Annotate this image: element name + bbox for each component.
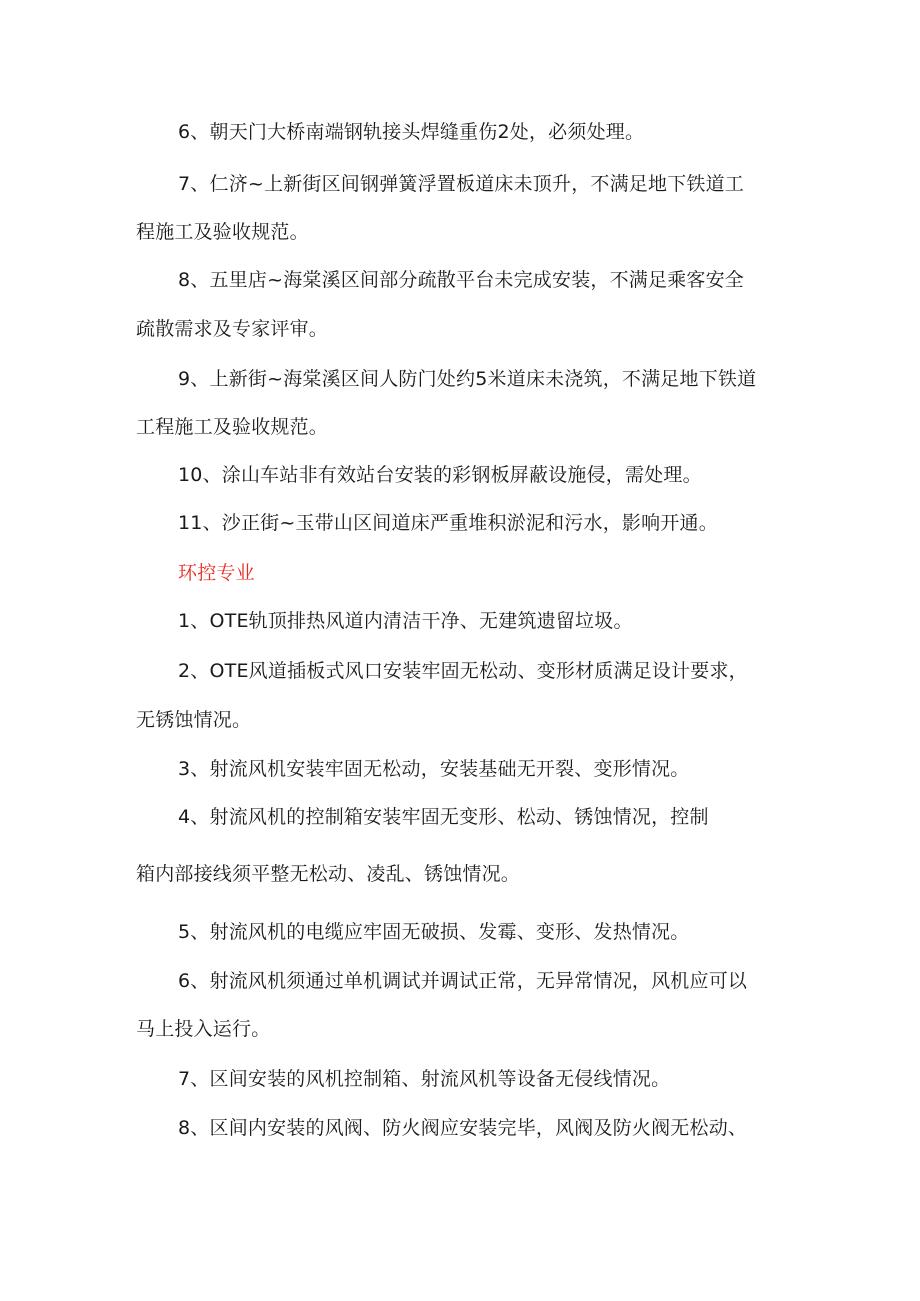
paragraph-line: 程施工及验收规范。 <box>136 221 309 243</box>
paragraph-line: 5、射流风机的电缆应牢固无破损、发霉、变形、发热情况。 <box>178 921 690 943</box>
paragraph-line: 6、射流风机须通过单机调试并调试正常，无异常情况，风机应可以 <box>178 970 748 992</box>
paragraph-line: 1、OTE轨顶排热风道内清洁干净、无建筑遗留垃圾。 <box>178 610 633 632</box>
paragraph-line: 8、区间内安装的风阀、防火阀应安装完毕，风阀及防火阀无松动、 <box>178 1117 748 1139</box>
section-heading: 环控专业 <box>178 562 255 584</box>
paragraph-line: 工程施工及验收规范。 <box>136 416 329 438</box>
paragraph-line: 6、朝天门大桥南端钢轨接头焊缝重伤2处，必须处理。 <box>178 121 645 143</box>
paragraph-line: 马上投入运行。 <box>136 1018 271 1040</box>
paragraph-line: 7、仁济~上新街区间钢弹簧浮置板道床未顶升，不满足地下铁道工 <box>178 173 745 195</box>
paragraph-line: 无锈蚀情况。 <box>136 709 252 731</box>
paragraph-line: 疏散需求及专家评审。 <box>136 318 329 340</box>
paragraph-line: 4、射流风机的控制箱安装牢固无变形、松动、锈蚀情况，控制 <box>178 806 709 828</box>
paragraph-line: 7、区间安装的风机控制箱、射流风机等设备无侵线情况。 <box>178 1068 671 1090</box>
paragraph-line: 9、上新街~海棠溪区间人防门处约5米道床未浇筑，不满足地下铁道 <box>178 368 757 390</box>
paragraph-line: 箱内部接线须平整无松动、凌乱、锈蚀情况。 <box>136 863 521 885</box>
paragraph-line: 10、涂山车站非有效站台安装的彩钢板屏蔽设施侵，需处理。 <box>178 464 702 486</box>
paragraph-line: 11、沙正街~玉带山区间道床严重堆积淤泥和污水，影响开通。 <box>178 512 718 534</box>
paragraph-line: 2、OTE风道插板式风口安装牢固无松动、变形材质满足设计要求， <box>178 660 748 682</box>
paragraph-line: 8、五里店~海棠溪区间部分疏散平台未完成安装，不满足乘客安全 <box>178 269 745 291</box>
paragraph-line: 3、射流风机安装牢固无松动，安装基础无开裂、变形情况。 <box>178 758 690 780</box>
